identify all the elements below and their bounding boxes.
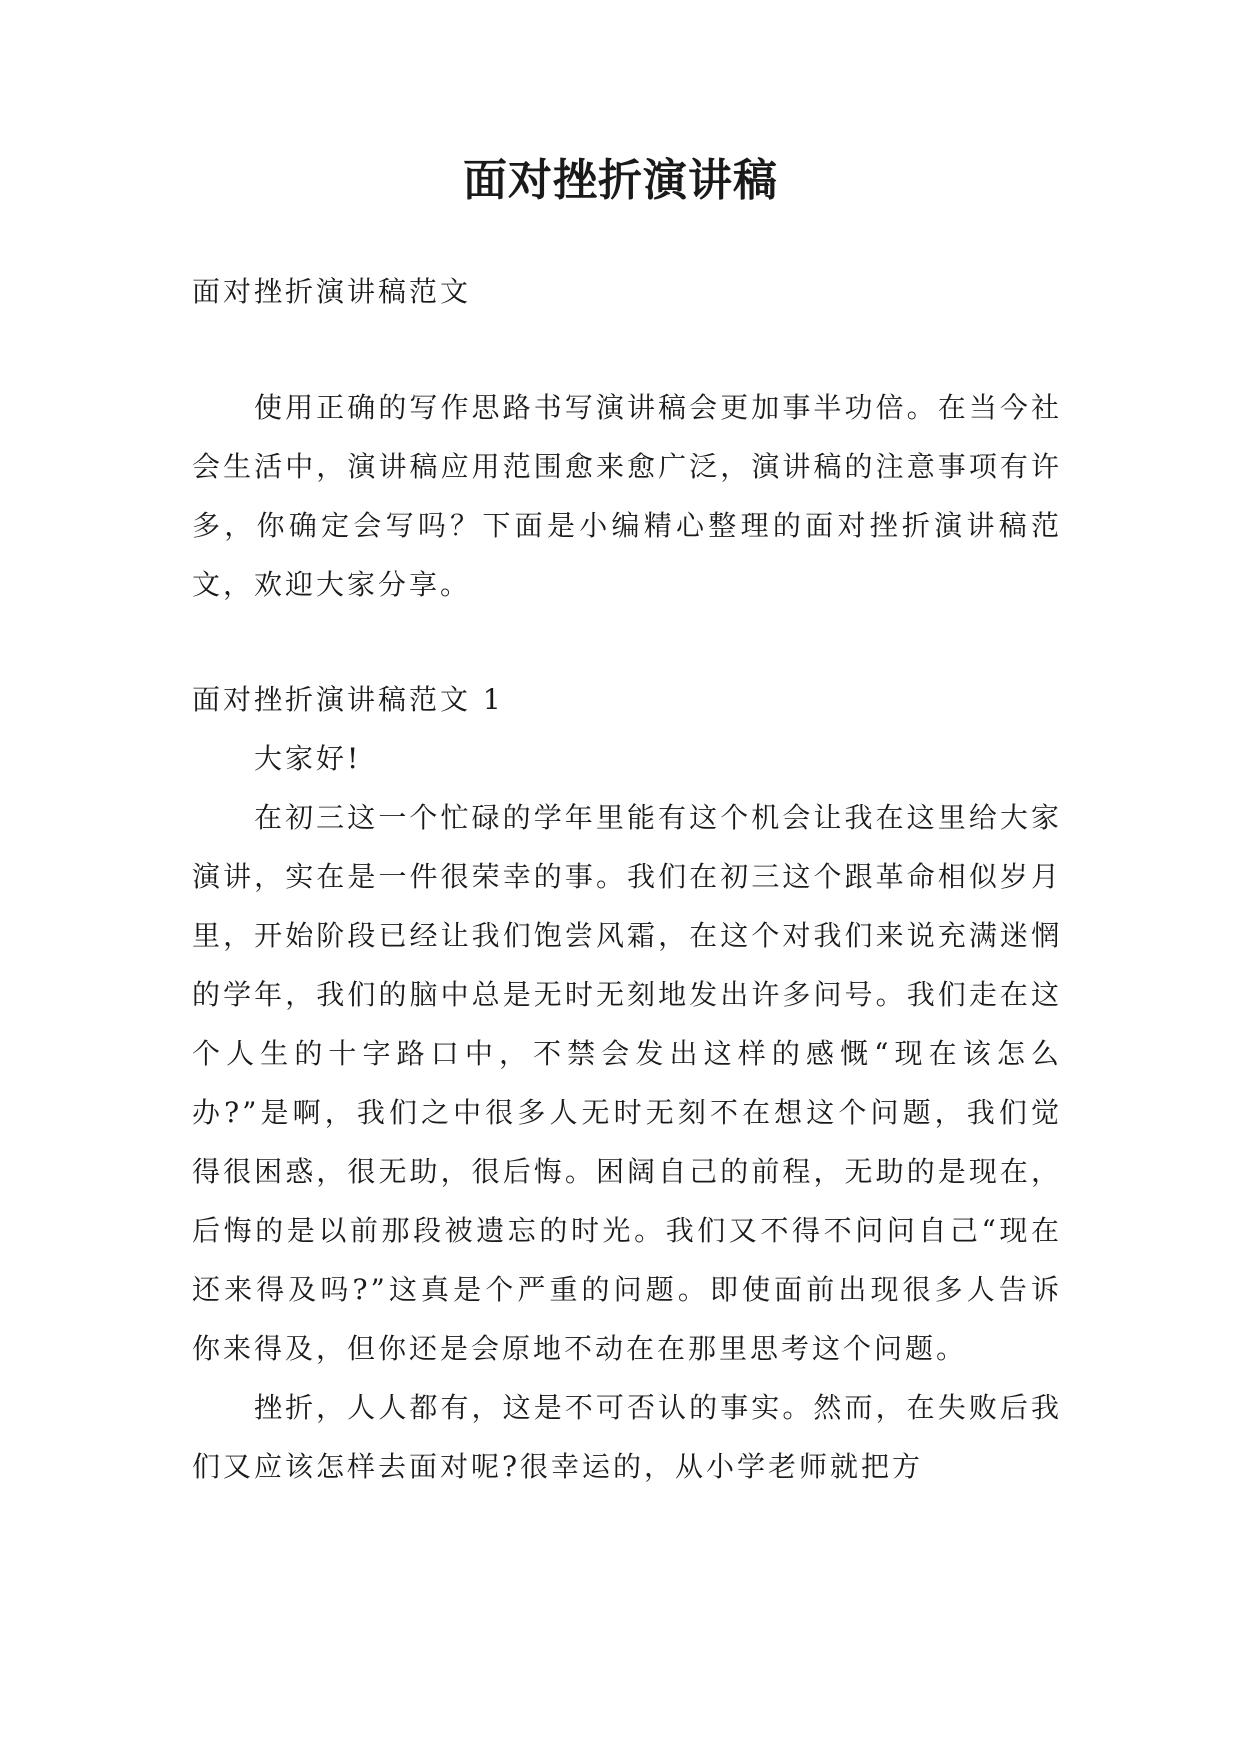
spacer (192, 321, 1062, 378)
spacer (192, 614, 1062, 670)
document-title: 面对挫折演讲稿 (463, 155, 778, 206)
intro-paragraph: 使用正确的写作思路书写演讲稿会更加事半功倍。在当今社会生活中，演讲稿应用范围愈来愈广泛，演讲稿的注意事项有许多，你确定会写吗？下面是小编精心整理的面对挫折演讲稿范文，欢迎大家分享。 (192, 391, 1062, 601)
body-paragraph-2: 挫折，人人都有，这是不可否认的事实。然而，在失败后我们又应该怎样去面对呢?很幸运的，从小学老师就把方 (192, 1391, 1062, 1483)
body-paragraph-1: 在初三这一个忙碌的学年里能有这个机会让我在这里给大家演讲，实在是一件很荣幸的事。我们在初三这个跟革命相似岁月里，开始阶段已经让我们饱尝风霜，在这个对我们来说充满迷惘的学年，我们的脑中总是无时无刻地发出许多问号。我们走在这个人生的十字路口中，不禁会发出这样的感慨“现在该怎么办?”是啊，我们之中很多人无时无刻不在想这个问题，我们觉得很困惑，很无助，很后悔。困阔自己的前程，无助的是现在，后悔的是以前那段被遗忘的时光。我们又不得不问问自己“现在还来得及吗?”这真是个严重的问题。即使面前出现很多人告诉你来得及，但你还是会原地不动在在那里思考这个问题。 (192, 801, 1062, 1365)
document-body (192, 262, 1062, 1496)
document-subtitle: 面对挫折演讲稿范文 (192, 275, 472, 308)
section-heading: 面对挫折演讲稿范文 1 (192, 683, 504, 716)
greeting-line: 大家好! (254, 742, 362, 775)
